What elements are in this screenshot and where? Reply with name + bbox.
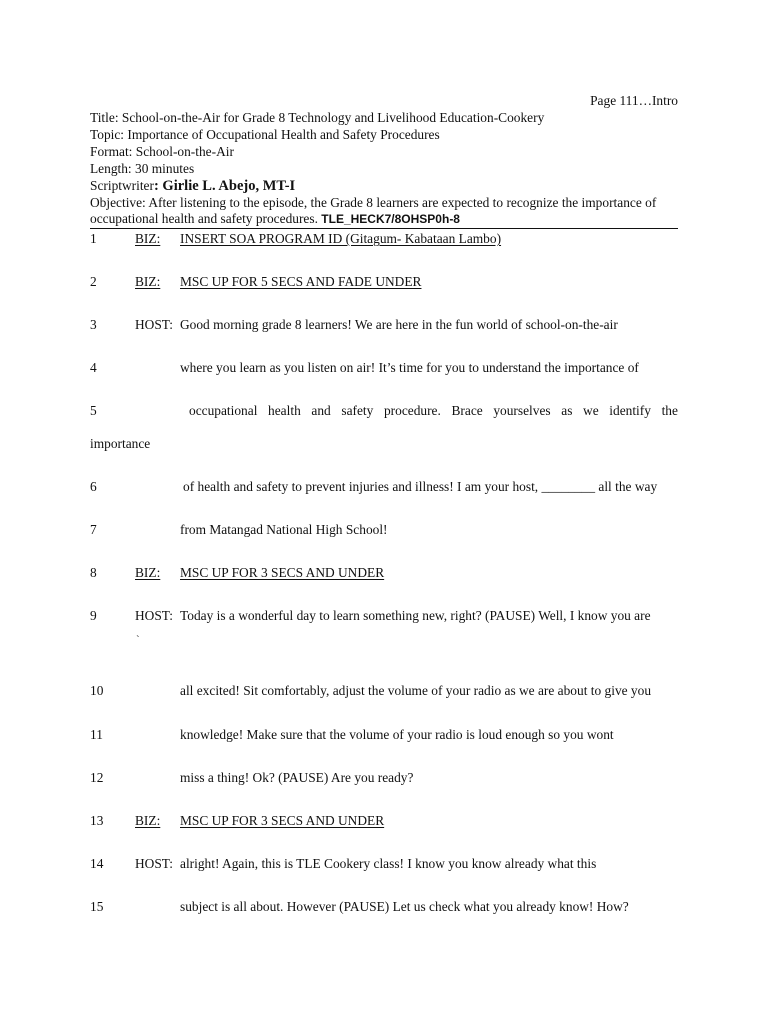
length-label: Length: [90,161,132,176]
objective-line-1 [90,194,656,211]
word: and [311,403,331,418]
scriptwriter-label: Scriptwriter [90,178,154,193]
title-line [90,109,544,126]
cue-text: MSC UP FOR 3 SECS AND UNDER [180,813,385,828]
cue-label: BIZ: [135,231,161,246]
word: we [583,403,599,418]
line-number: 4 [90,360,97,375]
script-text-wrap: importance [90,436,151,451]
cue-label: BIZ: [135,274,161,289]
competency-code: TLE_HECK7/8OHSP0h-8 [321,212,460,226]
word: Brace [451,403,483,418]
line-number: 10 [90,683,104,698]
speaker-label: HOST: [135,856,174,871]
script-text: Today is a wonderful day to learn something new, right? (PAUSE) Well, I know you are [180,608,651,623]
scriptwriter-line [90,177,295,195]
objective-line-2 [90,210,460,228]
speaker-label: HOST: [135,608,174,623]
script-text: knowledge! Make sure that the volume of your radio is loud enough so you wont [180,727,614,742]
length-line [90,160,194,177]
script-text: Good morning grade 8 learners! We are here in the fun world of school-on-the-air [180,317,618,332]
script-text: miss a thing! Ok? (PAUSE) Are you ready? [180,770,414,785]
script-text: of health and safety to prevent injuries and illness! I am your host, ________ all the way [183,479,658,494]
script-text: all excited! Sit comfortably, adjust the volume of your radio as we are about to give you [180,683,652,698]
topic-line [90,126,440,143]
topic-label: Topic: [90,127,125,142]
host-name-blank: ________ [541,479,596,494]
speaker-label: HOST: [135,317,174,332]
page-number: Page 111…Intro [590,93,678,108]
format-value: School-on-the-Air [135,144,234,159]
line-number: 14 [90,856,104,871]
line-number: 7 [90,522,97,537]
scriptwriter-value: : Girlie L. Abejo, MT-I [153,178,296,194]
script-text-justified [189,403,678,419]
line-number: 9 [90,608,97,623]
line-number: 11 [90,727,103,742]
line-number: 1 [90,231,97,246]
cue-label: BIZ: [135,813,161,828]
word: as [561,403,573,418]
line-number: 3 [90,317,97,332]
word: identify [609,403,651,418]
format-line [90,143,234,160]
word: occupational [189,403,258,418]
length-value: 30 minutes [135,161,195,176]
script-text: subject is all about. However (PAUSE) Let us check what you already know! How? [180,899,629,914]
cue-text: MSC UP FOR 3 SECS AND UNDER [180,565,385,580]
objective-label: Objective: [90,195,146,210]
script-text: from Matangad National High School! [180,522,388,537]
script-text: alright! Again, this is TLE Cookery class! I know you know already what this [180,856,597,871]
line-number: 2 [90,274,97,289]
word: yourselves [493,403,551,418]
stray-mark: ` [136,634,140,646]
line-number: 12 [90,770,104,785]
word: the [661,403,678,418]
cue-label: BIZ: [135,565,161,580]
objective-text-1: After listening to the episode, the Grade 8 learners are expected to recognize the importance of [148,195,657,210]
line-number: 8 [90,565,97,580]
format-label: Format: [90,144,133,159]
line-number: 13 [90,813,104,828]
topic-value: Importance of Occupational Health and Safety Procedures [127,127,440,142]
cue-text: INSERT SOA PROGRAM ID (Gitagum- Kabataan Lambo) [180,231,502,246]
line-number: 15 [90,899,104,914]
title-label: Title: [90,110,119,125]
word: health [268,403,301,418]
cue-text: MSC UP FOR 5 SECS AND FADE UNDER [180,274,422,289]
script-text: where you learn as you listen on air! It’s time for you to understand the importance of [180,360,639,375]
word: safety [341,403,374,418]
header-divider [90,228,678,229]
line-number: 5 [90,403,97,418]
objective-text-2: occupational health and safety procedures. [90,211,318,226]
word: procedure. [383,403,441,418]
title-value: School-on-the-Air for Grade 8 Technology and Livelihood Education-Cookery [121,110,545,125]
line-number: 6 [90,479,97,494]
